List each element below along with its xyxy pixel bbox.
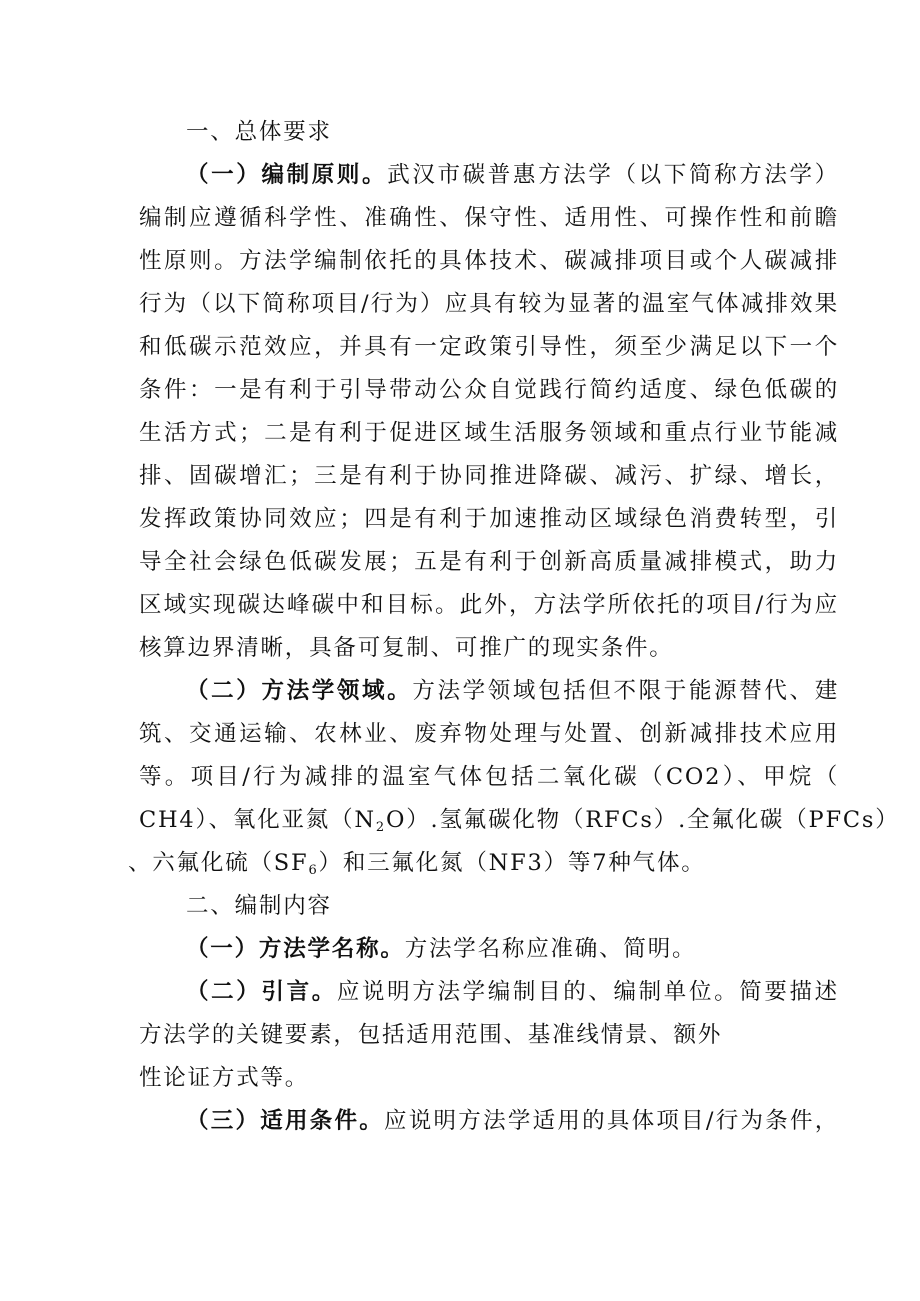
section1-p1-line-4: 行为（以下简称项目/行为）应具有较为显著的温室气体减排效果	[139, 291, 839, 317]
section2-p1-line-1	[186, 934, 696, 964]
section1-p1-lead: （一）编制原则。	[186, 162, 388, 188]
section1-p1-line-6: 条件：一是有利于引导带动公众自觉践行简约适度、绿色低碳的	[139, 377, 839, 403]
section1-p1-line-3: 性原则。方法学编制依托的具体技术、碳减排项目或个人碳减排	[139, 248, 839, 274]
subscript-2: 2	[375, 820, 386, 835]
section1-p2-line-4	[139, 805, 900, 835]
section1-p1-line-10: 导全社会绿色低碳发展；五是有利于创新高质量减排模式，助力	[139, 549, 839, 575]
section1-p1-line-11: 区域实现碳达峰碳中和目标。此外，方法学所依托的项目/行为应	[139, 592, 839, 618]
section2-p2-lead: （二）引言。	[186, 979, 337, 1005]
section1-p2-text-1: 方法学领域包括但不限于能源替代、建	[412, 678, 839, 704]
section1-p1-line-7: 生活方式；二是有利于促进区域生活服务领域和重点行业节能减	[139, 420, 839, 446]
subscript-6: 6	[308, 863, 319, 878]
section2-p2-line-1	[186, 977, 839, 1007]
section1-p1-text-1: 武汉市碳普惠方法学（以下简称方法学）	[387, 162, 839, 188]
section1-p1-line-1	[186, 160, 839, 190]
section1-p2-line-1	[186, 676, 839, 706]
section2-p2-line-3: 性论证方式等。	[139, 1065, 310, 1091]
section1-p1-line-8: 排、固碳增汇；三是有利于协同推进降碳、减污、扩绿、增长，	[139, 463, 839, 489]
section2-p2-text-1: 应说明方法学编制目的、编制单位。简要描述	[336, 979, 839, 1005]
section2-p2-line-2: 方法学的关键要素，包括适用范围、基准线情景、额外	[139, 1022, 723, 1048]
section1-p1-line-9: 发挥政策协同效应；四是有利于加速推动区域绿色消费转型，引	[139, 506, 839, 532]
section1-p1-line-12: 核算边界清晰，具备可复制、可推广的现实条件。	[139, 635, 674, 661]
gas-text-c: 、六氟化硫（SF	[128, 850, 309, 876]
section1-p2-line-5	[128, 848, 839, 878]
section1-p1-line-5: 和低碳示范效应，并具有一定政策引导性，须至少满足以下一个	[139, 334, 839, 360]
section1-p2-line-2: 筑、交通运输、农林业、废弃物处理与处置、创新减排技术应用	[139, 721, 839, 747]
section1-p1-line-2: 编制应遵循科学性、准确性、保守性、适用性、可操作性和前瞻	[139, 205, 839, 231]
gas-text-d: ）和三氟化氮（NF3）等7种气体。	[318, 850, 706, 876]
section2-p1-lead: （一）方法学名称。	[186, 936, 405, 962]
gas-text-b: O）.氢氟碳化物（RFCs）.全氟化碳（PFCs）	[385, 807, 900, 833]
gas-text-a: CH4）、氧化亚氮（N	[139, 807, 376, 833]
section1-p2-lead: （二）方法学领域。	[186, 678, 413, 704]
section2-p3-lead: （三）适用条件。	[186, 1108, 385, 1134]
section1-heading: 一、总体要求	[186, 119, 332, 145]
section1-p2-line-3: 等。项目/行为减排的温室气体包括二氧化碳（CO2）、甲烷（	[139, 764, 839, 790]
section2-p1-text: 方法学名称应准确、简明。	[404, 936, 697, 962]
section2-p3-line-1	[186, 1106, 839, 1136]
section2-heading: 二、编制内容	[186, 893, 332, 919]
section2-p3-text: 应说明方法学适用的具体项目/行为条件，	[384, 1108, 840, 1134]
